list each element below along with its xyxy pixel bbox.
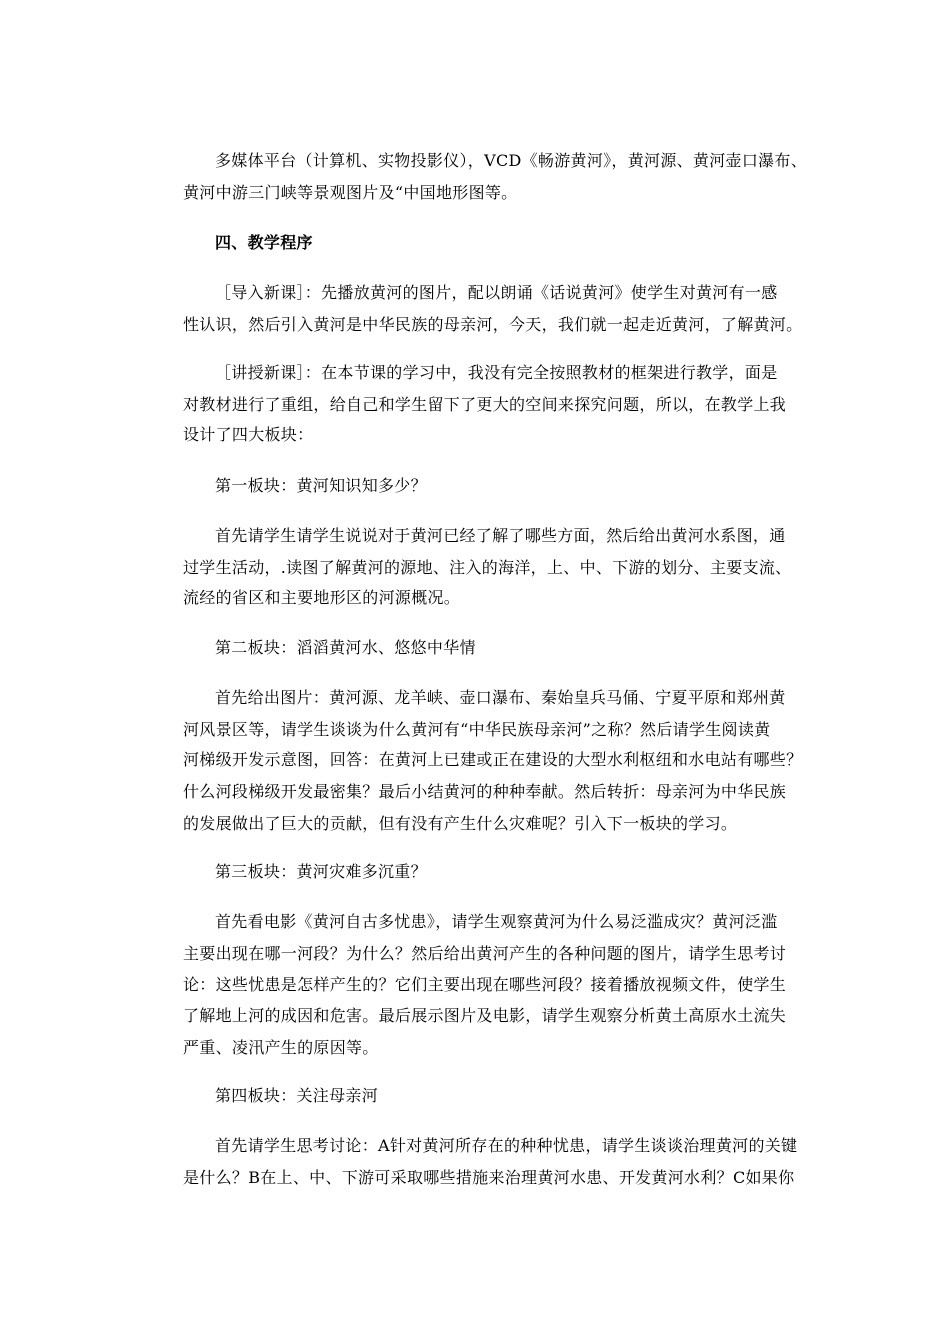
module-3-heading: 第三板块：黄河灾难多沉重？ bbox=[215, 862, 427, 881]
section-heading-teaching-procedure: 四、教学程序 bbox=[215, 233, 313, 252]
module-1-heading: 第一板块：黄河知识知多少？ bbox=[215, 476, 427, 495]
module-1-paragraph-line-3: 流经的省区和主要地形区的河源概况。 bbox=[183, 588, 461, 607]
module-2-paragraph-line-4: 什么河段梯级开发最密集？最后小结黄河的种种奉献。然后转折：母亲河为中华民族 bbox=[183, 782, 787, 801]
module-2-heading: 第二板块：滔滔黄河水、悠悠中华情 bbox=[215, 638, 476, 657]
module-1-paragraph-line-2: 过学生活动，.读图了解黄河的源地、注入的海洋，上、中、下游的划分、主要支流、 bbox=[183, 558, 792, 577]
module-2-paragraph-line-3: 河梯级开发示意图，回答：在黄河上已建或正在建设的大型水利枢纽和水电站有哪些？ bbox=[183, 750, 803, 769]
module-2-paragraph-line-5: 的发展做出了巨大的贡献，但有没有产生什么灾难呢？引入下一板块的学习。 bbox=[183, 814, 738, 833]
lecture-paragraph-line-3: 设计了四大板块： bbox=[183, 425, 314, 444]
module-3-paragraph-line-4: 了解地上河的成因和危害。最后展示图片及电影，请学生观察分析黄土高原水土流失 bbox=[183, 1006, 787, 1025]
module-2-paragraph-line-1: 首先给出图片：黄河源、龙羊峡、壶口瀑布、秦始皇兵马俑、宁夏平原和郑州黄 bbox=[215, 688, 786, 707]
module-4-heading: 第四板块：关注母亲河 bbox=[215, 1086, 379, 1105]
module-3-paragraph-line-3: 论：这些忧患是怎样产生的？它们主要出现在哪些河段？接着播放视频文件，使学生 bbox=[183, 975, 787, 994]
module-4-paragraph-line-1: 首先请学生思考讨论：A针对黄河所存在的种种忧患，请学生谈谈治理黄河的关键 bbox=[215, 1136, 798, 1155]
lecture-paragraph-line-2: 对教材进行了重组，给自己和学生留下了更大的空间来探究问题，所以，在教学上我 bbox=[183, 395, 787, 414]
module-1-paragraph-line-1: 首先请学生请学生说说对于黄河已经了解了哪些方面，然后给出黄河水系图，通 bbox=[215, 526, 786, 545]
module-3-paragraph-line-2: 主要出现在哪一河段？为什么？然后给出黄河产生的各种问题的图片，请学生思考讨 bbox=[183, 944, 787, 963]
intro-paragraph-line-2: 性认识，然后引入黄河是中华民族的母亲河，今天，我们就一起走近黄河，了解黄河。 bbox=[183, 315, 803, 334]
module-3-paragraph-line-1: 首先看电影《黄河自古多忧患》，请学生观察黄河为什么易泛滥成灾？黄河泛滥 bbox=[215, 912, 778, 931]
materials-line-1: 多媒体平台（计算机、实物投影仪），VCD《畅游黄河》，黄河源、黄河壶口瀑布、 bbox=[215, 151, 808, 170]
intro-paragraph-line-1: ［导入新课］：先播放黄河的图片，配以朗诵《话说黄河》使学生对黄河有一感 bbox=[215, 283, 778, 302]
materials-line-2: 黄河中游三门峡等景观图片及“中国地形图等。 bbox=[183, 183, 518, 202]
module-4-paragraph-line-2: 是什么？B在上、中、下游可采取哪些措施来治理黄河水患、开发黄河水利？C如果你 bbox=[183, 1168, 795, 1187]
module-3-paragraph-line-5: 严重、凌汛产生的原因等。 bbox=[183, 1038, 379, 1057]
lecture-paragraph-line-1: ［讲授新课］：在本节课的学习中，我没有完全按照教材的框架进行教学，面是 bbox=[215, 363, 778, 382]
module-2-paragraph-line-2: 河风景区等，请学生谈谈为什么黄河有“中华民族母亲河”之称？然后请学生阅读黄 bbox=[183, 720, 771, 739]
